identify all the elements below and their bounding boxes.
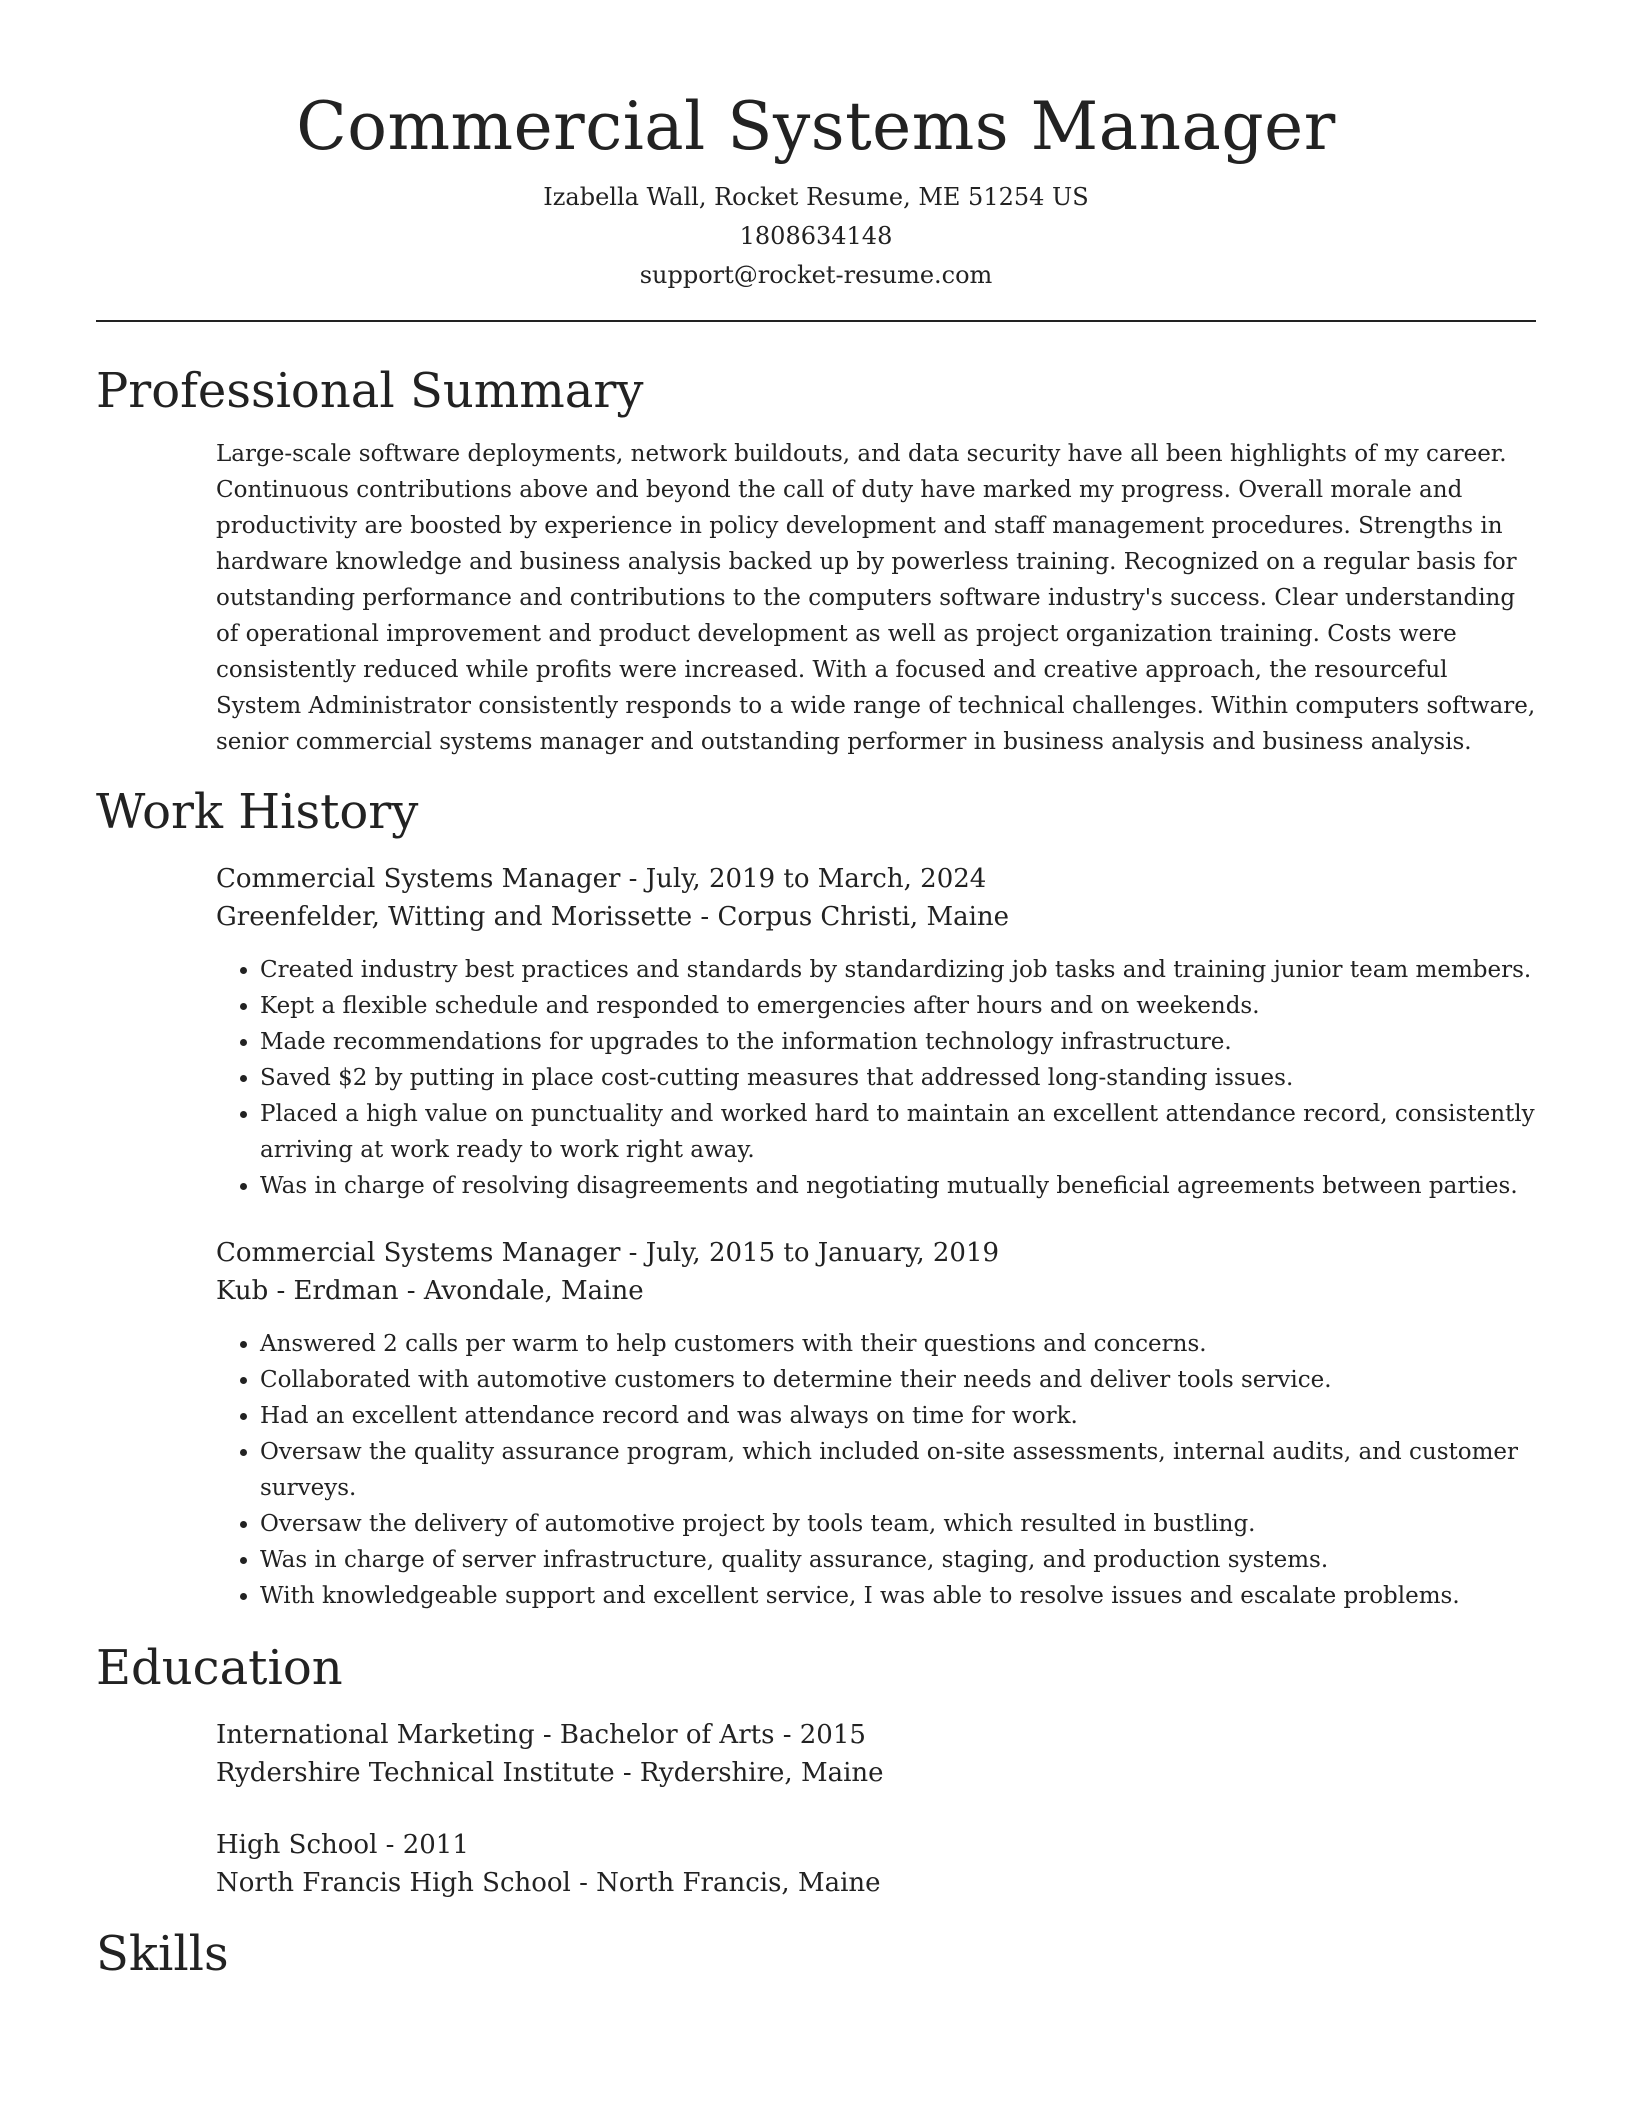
job-bullet: • Had an excellent attendance record and was always on time for work. [260, 1398, 1536, 1434]
job-bullet: • Made recommendations for upgrades to the information technology infrastructure. [260, 1024, 1536, 1060]
education-degree-line: High School - 2011 [216, 1830, 469, 1860]
section-heading-skills: Skills [96, 1926, 229, 1982]
job-bullet: • Was in charge of server infrastructure, quality assurance, staging, and production systems. [260, 1542, 1536, 1578]
job-bullet: • Was in charge of resolving disagreements and negotiating mutually beneficial agreements between parties. [260, 1168, 1536, 1204]
job-bullet-list [216, 952, 1536, 1204]
contact-block [96, 178, 1536, 295]
education-entry [216, 1716, 1536, 1792]
summary-text: Large-scale software deployments, network buildouts, and data security have all been highlights of my career. Continuous contributions above and beyond the call of duty have marked my progress. Overall morale and productivity are boosted by experience in policy development and staff management procedures. Strengths in hardware knowledge and business analysis backed up by powerless training. Recognized on a regular basis for outstanding performance and contributions to the computers software industry's success. Clear understanding of operational improvement and product development as well as project organization training. Costs were consistently reduced while profits were increased. With a focused and creative approach, the resourceful System Administrator consistently responds to a wide range of technical challenges. Within computers software, senior commercial systems manager and outstanding performer in business analysis and business analysis. [216, 441, 1536, 755]
job-entry [216, 860, 1536, 1204]
job-entry [216, 1234, 1536, 1614]
job-bullet: • Created industry best practices and standards by standardizing job tasks and training junior team members. [260, 952, 1536, 988]
job-bullet: • Kept a flexible schedule and responded to emergencies after hours and on weekends. [260, 988, 1536, 1024]
resume-page [96, 0, 1536, 1985]
job-bullet: • With knowledgeable support and excellent service, I was able to resolve issues and escalate problems. [260, 1578, 1536, 1614]
education-entry [216, 1826, 1536, 1902]
job-bullet: • Answered 2 calls per warm to help customers with their questions and concerns. [260, 1326, 1536, 1362]
education-school-line: North Francis High School - North Francis, Maine [216, 1868, 881, 1898]
job-title-line: Commercial Systems Manager - July, 2019 to March, 2024 [216, 864, 987, 894]
job-bullet: • Oversaw the delivery of automotive project by tools team, which resulted in bustling. [260, 1506, 1536, 1542]
resume-title: Commercial Systems Manager [296, 88, 1336, 165]
job-title-line: Commercial Systems Manager - July, 2015 to January, 2019 [216, 1238, 1000, 1268]
section-heading-summary: Professional Summary [96, 363, 644, 419]
job-bullet: • Saved $2 by putting in place cost-cutting measures that addressed long-standing issues. [260, 1060, 1536, 1096]
header-divider [96, 320, 1536, 322]
job-bullet: • Collaborated with automotive customers to determine their needs and deliver tools service. [260, 1362, 1536, 1398]
job-company-line: Kub - Erdman - Avondale, Maine [216, 1276, 644, 1306]
job-bullet: • Oversaw the quality assurance program, which included on-site assessments, internal audits, and customer surveys. [260, 1434, 1536, 1506]
job-bullet-list [216, 1326, 1536, 1614]
section-heading-education: Education [96, 1640, 343, 1696]
contact-email: support@rocket-resume.com [639, 261, 993, 289]
education-school-line: Rydershire Technical Institute - Rydershire, Maine [216, 1758, 884, 1788]
contact-address: Izabella Wall, Rocket Resume, ME 51254 US [543, 183, 1089, 211]
education-degree-line: International Marketing - Bachelor of Arts - 2015 [216, 1720, 866, 1750]
job-company-line: Greenfelder, Witting and Morissette - Corpus Christi, Maine [216, 902, 1010, 932]
job-bullet: • Placed a high value on punctuality and worked hard to maintain an excellent attendance record, consistently arriving at work ready to work right away. [260, 1096, 1536, 1168]
contact-phone: 1808634148 [739, 222, 893, 250]
section-heading-work-history: Work History [96, 784, 419, 840]
